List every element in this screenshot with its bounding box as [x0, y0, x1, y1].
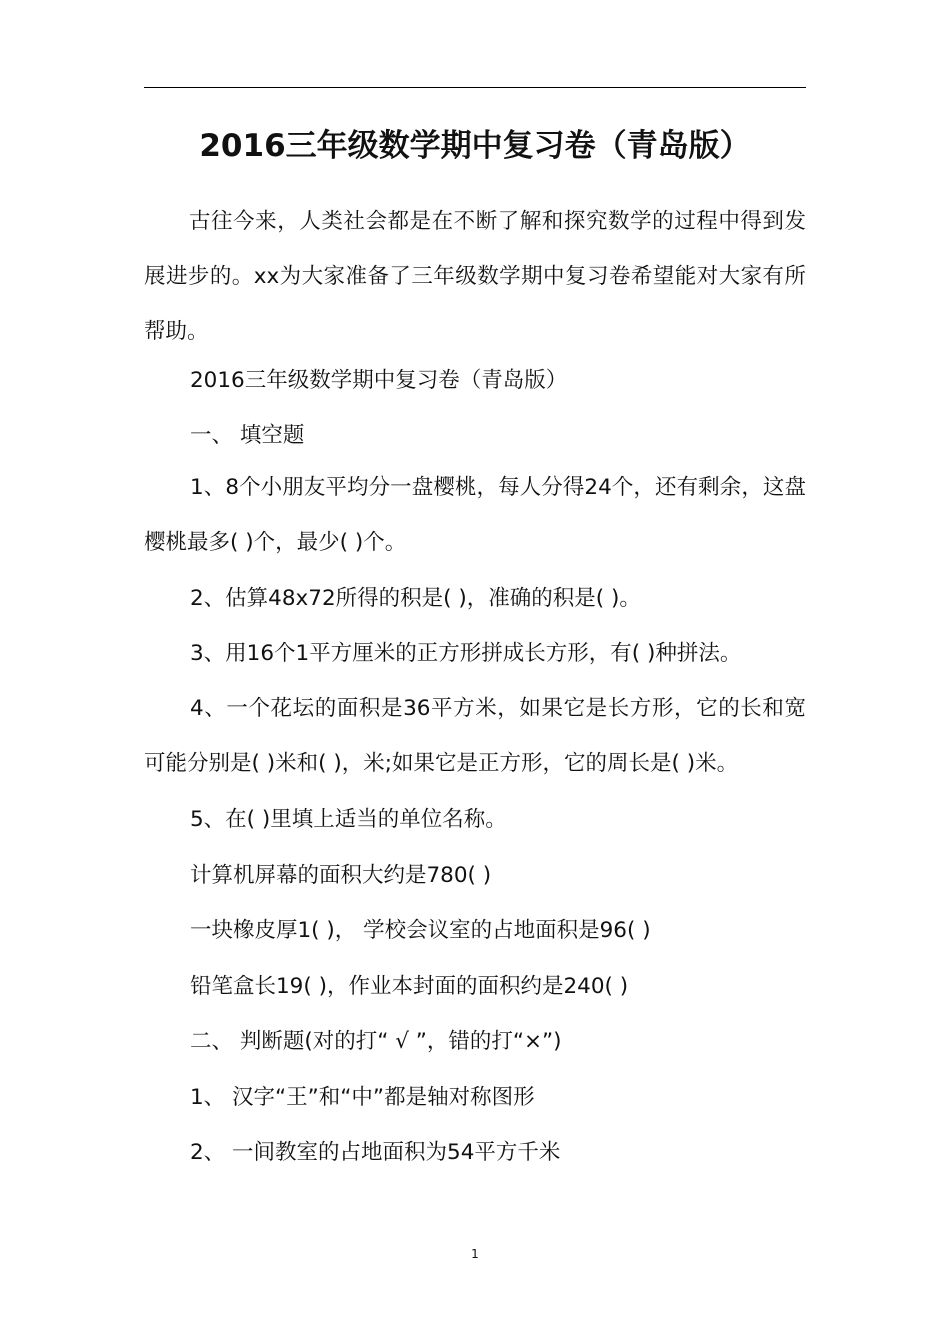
header-rule — [144, 87, 806, 88]
question-5-item-b: 一块橡皮厚1( )， 学校会议室的占地面积是96( ) — [190, 918, 651, 943]
intro-paragraph: 古往今来，人类社会都是在不断了解和探究数学的过程中得到发展进步的。xx为大家准备了三年级数学期中复习卷希望能对大家有所帮助。 — [144, 209, 806, 344]
question-3: 3、用16个1平方厘米的正方形拼成长方形，有( )种拼法。 — [190, 641, 742, 666]
document-title: 2016三年级数学期中复习卷（青岛版） — [199, 128, 751, 164]
judgment-2: 2、 一间教室的占地面积为54平方千米 — [190, 1140, 561, 1165]
subtitle: 2016三年级数学期中复习卷（青岛版） — [190, 368, 568, 393]
question-5: 5、在( )里填上适当的单位名称。 — [190, 807, 507, 832]
page-number: 1 — [471, 1247, 479, 1261]
judgment-1: 1、 汉字“王”和“中”都是轴对称图形 — [190, 1085, 535, 1110]
section-heading-true-false: 二、 判断题(对的打“ √ ”，错的打“×”) — [190, 1029, 562, 1054]
section-heading-fill-blank: 一、 填空题 — [190, 423, 305, 448]
question-1: 1、8个小朋友平均分一盘樱桃，每人分得24个，还有剩余，这盘樱桃最多( )个，最少( )个。 — [144, 475, 806, 555]
question-2: 2、估算48x72所得的积是( )，准确的积是( )。 — [190, 586, 641, 611]
question-5-item-c: 铅笔盒长19( )，作业本封面的面积约是240( ) — [190, 974, 629, 999]
question-5-item-a: 计算机屏幕的面积大约是780( ) — [190, 863, 492, 888]
question-4: 4、一个花坛的面积是36平方米，如果它是长方形，它的长和宽可能分别是( )米和( )，米;如果它是正方形，它的周长是( )米。 — [144, 696, 806, 776]
